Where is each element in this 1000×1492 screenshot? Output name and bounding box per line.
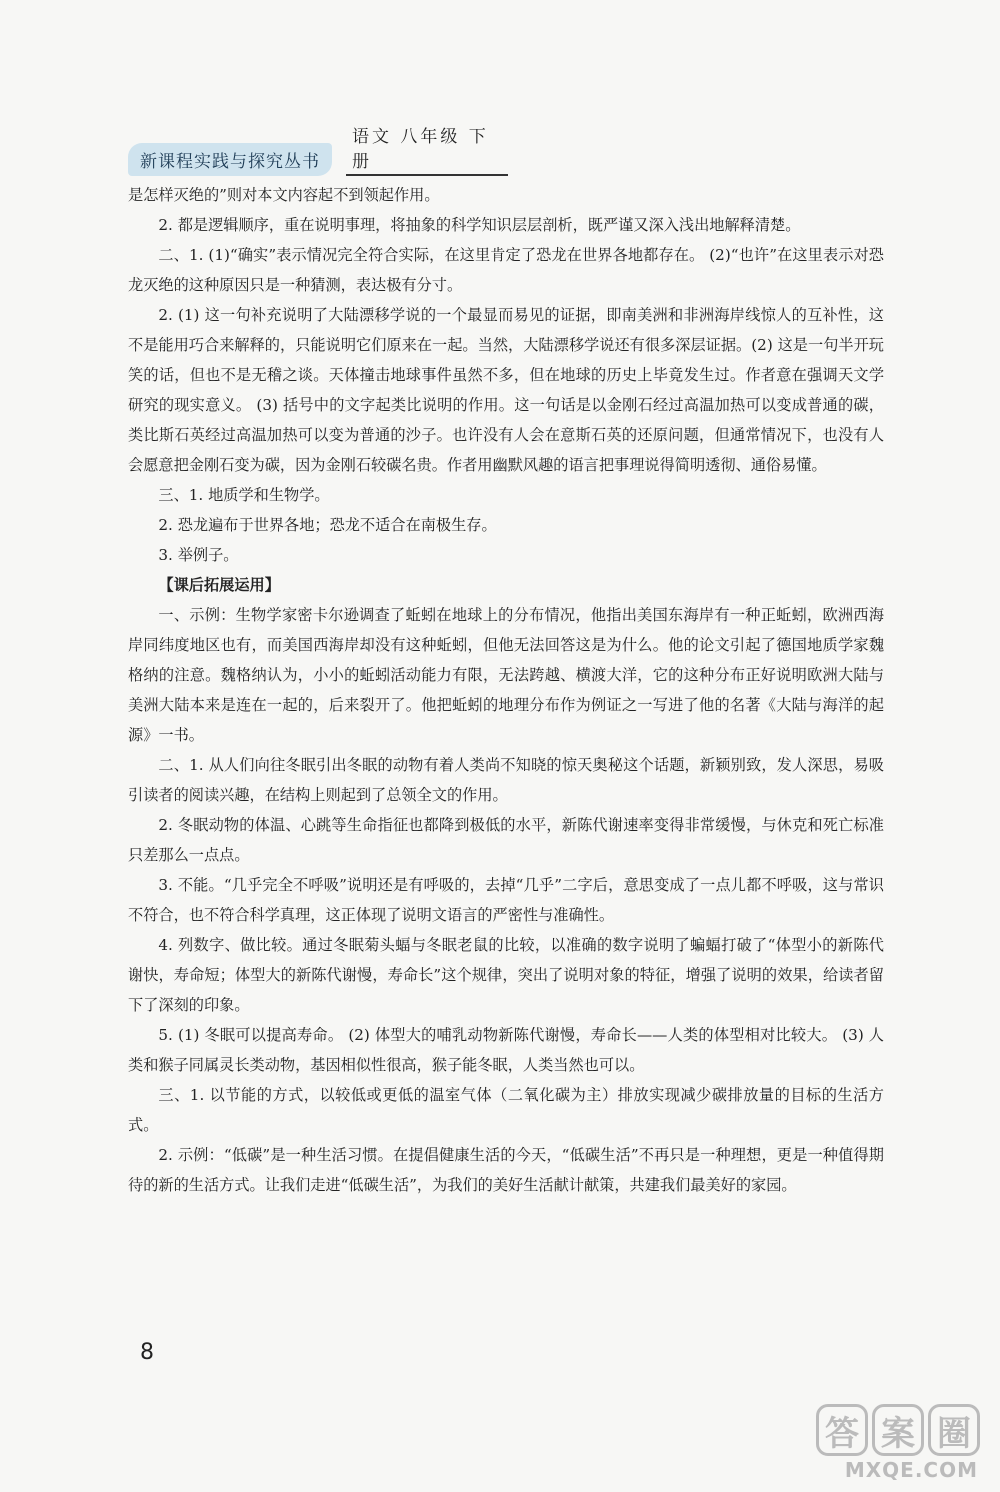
watermark-logo bbox=[750, 1404, 980, 1456]
paragraph: 3. 不能。“几乎完全不呼吸”说明还是有呼吸的，去掉“几乎”二字后，意思变成了一点儿都不呼吸，这与常识不符合，也不符合科学真理，这正体现了说明文语言的严密性与准确性。 bbox=[128, 876, 884, 924]
series-title-badge: 新课程实践与探究丛书 bbox=[128, 143, 332, 176]
paragraph: 5. (1) 冬眠可以提高寿命。 (2) 体型大的哺乳动物新陈代谢慢，寿命长——人类的体型相对比较大。 (3) 人类和猴子同属灵长类动物，基因相似性很高，猴子能冬眠，人类当然也可以。 bbox=[128, 1026, 884, 1074]
paragraph: 2. 恐龙遍布于世界各地；恐龙不适合在南极生存。 bbox=[158, 516, 497, 534]
page-number: 8 bbox=[140, 1340, 154, 1365]
paragraph: 2. 都是逻辑顺序，重在说明事理，将抽象的科学知识层层剖析，既严谨又深入浅出地解释清楚。 bbox=[158, 216, 801, 234]
answer-content bbox=[128, 180, 884, 1200]
paragraph: 4. 列数字、做比较。通过冬眠菊头蝠与冬眠老鼠的比较，以准确的数字说明了蝙蝠打破了“体型小的新陈代谢快，寿命短；体型大的新陈代谢慢，寿命长”这个规律，突出了说明对象的特征，增强了说明的效果，给读者留下了深刻的印象。 bbox=[128, 936, 884, 1014]
paragraph: 二、1. 从人们向往冬眠引出冬眠的动物有着人类尚不知晓的惊天奥秘这个话题，新颖别致，发人深思，易吸引读者的阅读兴趣，在结构上则起到了总领全文的作用。 bbox=[128, 756, 884, 804]
paragraph: 三、1. 以节能的方式，以较低或更低的温室气体（二氧化碳为主）排放实现减少碳排放量的目标的生活方式。 bbox=[128, 1086, 884, 1134]
running-header bbox=[128, 122, 508, 176]
paragraph: 3. 举例子。 bbox=[158, 546, 239, 564]
paragraph: 一、示例：生物学家密卡尔逊调查了蚯蚓在地球上的分布情况，他指出美国东海岸有一种正蚯蚓，欧洲西海岸同纬度地区也有，而美国西海岸却没有这种蚯蚓，但他无法回答这是为什么。他的论文引起了德国地质学家魏格纳的注意。魏格纳认为，小小的蚯蚓活动能力有限，无法跨越、横渡大洋，它的这种分布正好说明欧洲大陆与美洲大陆本来是连在一起的，后来裂开了。他把蚯蚓的地理分布作为例证之一写进了他的名著《大陆与海洋的起源》一书。 bbox=[128, 606, 884, 744]
subject-label: 语文 八年级 下册 bbox=[346, 122, 508, 176]
paragraph: 2. (1) 这一句补充说明了大陆漂移学说的一个最显而易见的证据，即南美洲和非洲海岸线惊人的互补性，这不是能用巧合来解释的，只能说明它们原来在一起。当然，大陆漂移学说还有很多深层证据。(2) 这是一句半开玩笑的话，但也不是无稽之谈。天体撞击地球事件虽然不多，但在地球的历史上毕竟发生过。作者意在强调天文学研究的现实意义。 (3) 括号中的文字起类比说明的作用。这一句话是以金刚石经过高温加热可以变成普通的碳，类比斯石英经过高温加热可以变为普通的沙子。也许没有人会在意斯石英的还原问题，但通常情况下，也没有人会愿意把金刚石变为碳，因为金刚石较碳名贵。作者用幽默风趣的语言把事理说得简明透彻、通俗易懂。 bbox=[128, 306, 884, 474]
paragraph: 2. 冬眠动物的体温、心跳等生命指征也都降到极低的水平，新陈代谢速率变得非常缓慢，与休克和死亡标准只差那么一点点。 bbox=[128, 816, 884, 864]
watermark-char: 圈 bbox=[928, 1404, 980, 1456]
paragraph: 二、1. (1)“确实”表示情况完全符合实际，在这里肯定了恐龙在世界各地都存在。 (2)“也许”在这里表示对恐龙灭绝的这种原因只是一种猜测，表达极有分寸。 bbox=[128, 246, 884, 294]
watermark bbox=[746, 1404, 986, 1484]
paragraph: 是怎样灭绝的”则对本文内容起不到领起作用。 bbox=[128, 186, 440, 204]
watermark-url: MXQE.COM bbox=[844, 1458, 978, 1482]
paragraph: 2. 示例：“低碳”是一种生活习惯。在提倡健康生活的今天，“低碳生活”不再只是一种理想，更是一种值得期待的新的生活方式。让我们走进“低碳生活”，为我们的美好生活献计献策，共建我们最美好的家园。 bbox=[128, 1146, 884, 1194]
watermark-char: 案 bbox=[872, 1404, 924, 1456]
watermark-char: 答 bbox=[816, 1404, 868, 1456]
paragraph: 三、1. 地质学和生物学。 bbox=[158, 486, 330, 504]
section-heading: 【课后拓展运用】 bbox=[158, 576, 280, 594]
